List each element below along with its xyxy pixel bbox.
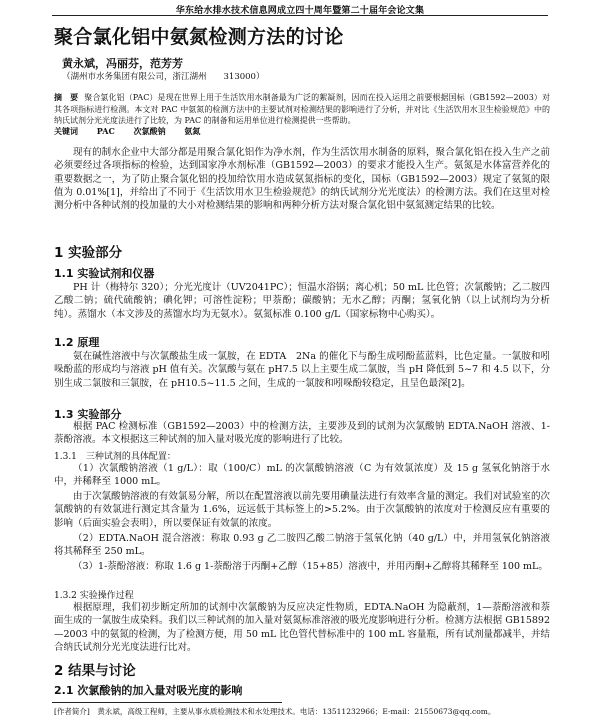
subsection-heading: 1.1 实验试剂和仪器 — [54, 267, 155, 280]
author-footnote: [作者简介] 黄永斌，高级工程师，主要从事水质检测技术和水处理技术。电话：13511232966；E-mail：21550673@qq.com。 — [54, 707, 496, 716]
section-heading: 1 实验部分 — [54, 245, 123, 261]
keyword: PAC — [96, 126, 115, 136]
paragraph: 氨在碱性溶液中与次氯酸盐生成一氯胺，在 EDTA 2Na 的催化下与酚生成吲酚蓝蓝料，比色定量。一氯胺和吲哚酚蓝的形成均与溶液 pH 值有关。次氯酸与氨在 pH7.5 以上主要生成二氯胺，当 pH 降低到 5~7 和 4.5 以下，分别生成二氯胺和三氯胺，在 pH10.5~11.5 之间，生成的一氯胺和吲哚酚较稳定，且呈色最深[2]。 — [54, 351, 550, 389]
keywords — [54, 126, 216, 137]
abstract-label: 摘 要 — [54, 92, 79, 102]
intro-paragraph: 现有的制水企业中大部分都是用聚合氯化铝作为净水剂，作为生活饮用水制备的原料，聚合氯化铝在投入生产之前必须要经过各项指标的检验，达到国家净水剂标准（GB1592—2003）的要求才能投入生产。氨氮是水体富营养化的重要数据之一，为了防止聚合氯化铝的投加给饮用水造成氨氮指标的变化，国标（GB1592—2003）规定了氨氮的限值为 0.01%[1]，并给出了不同于《生活饮用水卫生检验规范》的纳氏试剂分光光度法）的检测方法。我们在这里对检测分析中各种试剂的投加量的大小对检测结果的影响和两种分析方法对聚合氯化铝中氨氮测定结果的比较。 — [54, 147, 550, 212]
subsection-heading: 1.2 原理 — [54, 336, 100, 349]
paragraph: PH 计（梅特尔 320）；分光光度计（UV2041PC）；恒温水浴锅；离心机；50 mL 比色管；次氯酸钠；乙二胺四乙酸二钠；硫代硫酸钠；碘化钾；可溶性淀粉；甲萘酚；碳酸钠；无水乙醇；丙酮；氢氧化钠（以上试剂均为分析纯）。蒸馏水（本文涉及的蒸馏水均为无氨水）。氨氮标准 0.100 g/L（国家标物中心购买）。 — [54, 282, 550, 320]
header-rule — [52, 15, 548, 16]
subsection-heading: 2.1 次氯酸钠的加入量对吸光度的影响 — [54, 684, 243, 697]
paragraph: （3）1-萘酚溶液：称取 1.6 g 1-萘酚溶于丙酮+乙醇（15+85）溶液中，并用丙酮+乙醇将其稀释至 100 mL。 — [73, 561, 548, 572]
abstract — [54, 92, 550, 127]
subsection-heading: 1.3 实验部分 — [54, 408, 122, 421]
paragraph: 根据原理，我们初步断定所加的试剂中次氯酸钠为反应决定性物质，EDTA.NaOH 为隐蔽剂，1—萘酚溶液和萘面生成的一氯胺生成染料。我们以三种试剂的加入量对氨氮标准溶液的吸光度影响进行分析。检测方法根据 GB15892—2003 中的氨氮的检测，为了检测方便，用 50 mL 比色管代替标准中的 100 mL 容量瓶，所有试剂量都减半，并结合纳氏试剂分光光度法进行比对。 — [54, 602, 550, 653]
running-head: 华东给水排水技术信息网成立四十周年暨第二十届年会论文集 — [175, 6, 425, 16]
paragraph: （2）EDTA.NaOH 混合溶液：称取 0.93 g 乙二胺四乙酸二钠溶于氢氧化钠（40 g/L）中，并用氢氧化钠溶液将其稀释至 250 mL。 — [54, 533, 550, 558]
abstract-text: 聚合氯化铝（PAC）是现在世界上用于生活饮用水制备最为广泛的絮凝剂，因而在投入运用之前要根据国标（GB1592—2003）对其各项指标进行检测。本文对 PAC 中氨氮的检测方法中的主要试剂对检测结果的影响进行了分析，并对比《生活饮用水卫生检验规范》中的纳氏试剂分光光度法进行了比较，为 PAC 的制备和运用单位进行检测提供一些帮助。 — [54, 93, 551, 125]
subsubsection-heading: 1.3.1 三种试剂的具体配置： — [54, 452, 176, 462]
footnote-rule — [52, 702, 282, 703]
keyword: 氨氮 — [184, 126, 201, 136]
section-heading: 2 结果与讨论 — [54, 663, 136, 679]
affiliation: （湖州市水务集团有限公司，浙江湖州 313000） — [62, 72, 265, 82]
paragraph: 由于次氯酸钠溶液的有效氯易分解，所以在配置溶液以前先要用碘量法进行有效率含量的测定。我们对试验室的次氯酸钠的有效氯进行测定其含量为 1.6%，远远低于其标签上的>5.2%。由于次氯酸钠的浓度对于检测反应有重要的影响（后面实验会表明），所以要保证有效氯的浓度。 — [54, 491, 550, 529]
subsubsection-heading: 1.3.2 实验操作过程 — [54, 591, 134, 601]
authors: 黄永斌，冯丽芬，范芳芳 — [62, 57, 183, 70]
keywords-label: 关键词 — [54, 126, 78, 136]
paragraph: （1）次氯酸钠溶液（1 g/L）：取（100/C）mL 的次氯酸钠溶液（C 为有效氯浓度）及 15 g 氢氧化钠溶于水中，并稀释至 1000 mL。 — [54, 463, 550, 488]
paragraph: 根据 PAC 检测标准（GB1592—2003）中的检测方法，主要涉及到的试剂为次氯酸钠 EDTA.NaOH 溶液、1- 萘酚溶液。本文根据这三种试剂的加入量对吸光度的影响进行了比较。 — [54, 421, 550, 446]
keyword: 次氯酸钠 — [133, 126, 166, 136]
paper-title: 聚合氯化铝中氨氮检测方法的讨论 — [54, 26, 344, 48]
